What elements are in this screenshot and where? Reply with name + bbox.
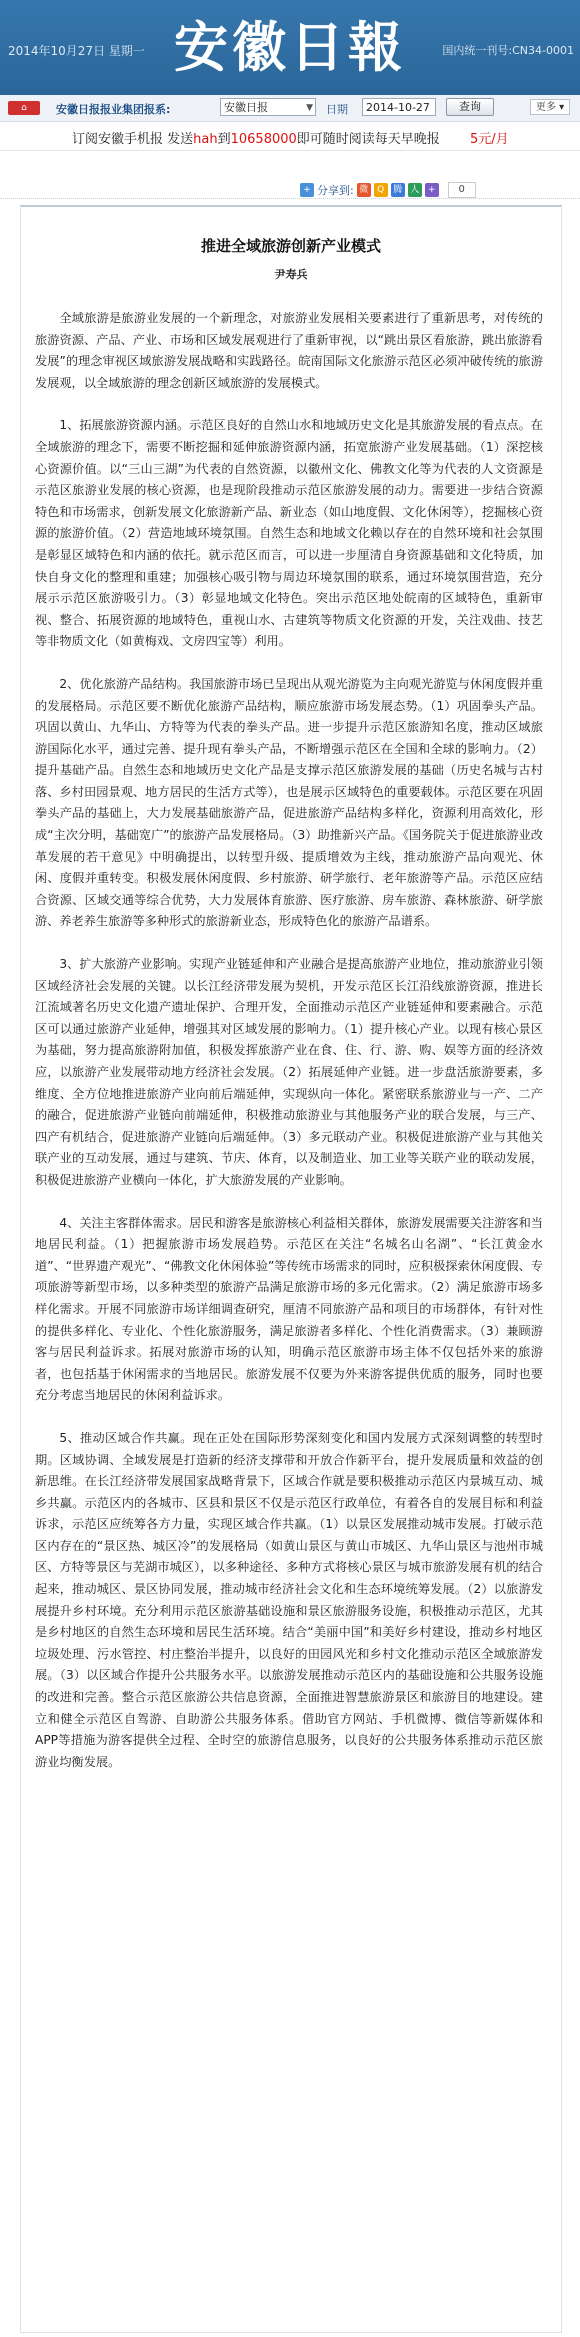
newspaper-logo[interactable]: 安徽日報 bbox=[174, 15, 406, 79]
subscribe-text-c: 即可随时阅读每天早晚报 bbox=[296, 132, 440, 147]
article-paragraph: 全域旅游是旅游业发展的一个新理念，对旅游业发展相关要素进行了重新思考，对传统的旅游资源、产品、产业、市场和区域发展观进行了重新审视，以“跳出景区看旅游，跳出旅游看发展”的理念审视区域旅游发展战略和实践路径。皖南国际文化旅游示范区必须冲破传统的旅游发展观，以全域旅游的理念创新区域旅游的发展模式。 bbox=[35, 311, 543, 390]
more-button[interactable]: 更多 ▾ bbox=[530, 99, 570, 115]
paper-select-value: 安徽日报 bbox=[224, 101, 268, 114]
home-icon[interactable]: ⌂ bbox=[8, 101, 40, 115]
subscribe-banner[interactable] bbox=[0, 122, 580, 151]
subscribe-text bbox=[72, 128, 440, 147]
masthead bbox=[0, 0, 580, 95]
renren-icon[interactable]: 人 bbox=[408, 183, 422, 197]
tencent-weibo-icon[interactable]: 腾 bbox=[391, 183, 405, 197]
paper-select[interactable] bbox=[220, 98, 316, 116]
more-label: 更多 bbox=[535, 102, 556, 113]
subscribe-number: 10658000 bbox=[230, 132, 297, 147]
chevron-down-icon: ▼ bbox=[306, 103, 313, 113]
subscribe-text-b: 到 bbox=[217, 132, 231, 147]
article-title: 推进全域旅游创新产业模式 bbox=[200, 237, 381, 255]
weibo-icon[interactable]: 微 bbox=[357, 183, 371, 197]
article-paragraph: 3、扩大旅游产业影响。实现产业链延伸和产业融合是提高旅游产业地位，推动旅游业引领区域经济社会发展的关键。以长江经济带发展为契机，开发示范区长江沿线旅游资源，推进长江流域著名历史文化遗产遗址保护、合理开发，全面推动示范区产业链延伸和要素融合。示范区可以通过旅游产业延伸，增强其对区域发展的影响力。（1）提升核心产业。以现有核心景区为基础，努力提高旅游附加值，积极发挥旅游产业在食、住、行、游、购、娱等方面的经济效应，以旅游产业发展带动地方经济社会发展。（2）拓展延伸产业链。进一步盘活旅游要素，多维度、全方位地推进旅游产业向前后端延伸，实现纵向一体化。紧密联系旅游业与一产、二产的融合，促进旅游产业链向前端延伸，积极推动旅游业与其他服务产业的联合发展，与三产、四产有机结合，促进旅游产业链向后端延伸。（3）多元联动产业。积极促进旅游产业与其他关联产业的互动发展，通过与建筑、节庆、体育，以及制造业、加工业等关联产业的联动发展，积极促进旅游产业横向一体化，扩大旅游发展的产业影响。 bbox=[35, 957, 543, 1187]
masthead-cn-number: 国内统一刊号:CN34-0001 bbox=[442, 44, 574, 57]
divider bbox=[0, 198, 580, 200]
more-share-icon[interactable]: + bbox=[425, 183, 439, 197]
share-bar bbox=[300, 180, 476, 200]
date-label: 日期 bbox=[326, 103, 348, 116]
article-paragraph: 5、推动区域合作共赢。现在正处在国际形势深刻变化和国内发展方式深刻调整的转型时期。区域协调、全域发展是打造新的经济支撑带和开放合作新平台，提升发展质量和效益的创新思维。在长江经济带发展国家战略背景下，区域合作就是要积极推动示范区内景城互动、城乡共赢。示范区内的各城市、区县和景区不仅是示范区行政单位，有着各自的发展目标和利益诉求，示范区应统筹各方力量，实现区域合作共赢。（1）以景区发展推动城市发展。打破示范区内存在的“景区热、城区冷”的发展格局（如黄山景区与黄山市城区、九华山景区与池州市城区、方特等景区与芜湖市城区），以多种途径、多种方式将核心景区与城市旅游发展有机的结合起来，推动城区、景区协同发展，推动城市经济社会文化和生态环境统筹发展。（2）以旅游发展提升乡村环境。充分利用示范区旅游基础设施和景区旅游服务设施，积极推动示范区，尤其是乡村地区的自然生态环境和居民生活环境。结合“美丽中国”和美好乡村建设，推动乡村地区垃圾处理、污水管控、村庄整治半提升，以良好的田园风光和乡村文化推动示范区全域旅游发展。（3）以区域合作提升公共服务水平。以旅游发展推动示范区内的基础设施和公共服务设施的改进和完善。整合示范区旅游公共信息资源，全面推进智慧旅游景区和旅游目的地建设。建立和健全示范区自驾游、自助游公共服务体系。借助官方网站、手机微博、微信等新媒体和APP等措施为游客提供全过程、全时空的旅游信息服务，以良好的公共服务体系推动示范区旅游业均衡发展。 bbox=[35, 1430, 543, 1769]
article-body bbox=[21, 282, 561, 1773]
subscribe-price: 5元/月 bbox=[470, 132, 509, 147]
article-paragraph: 4、关注主客群体需求。居民和游客是旅游核心利益相关群体，旅游发展需要关注游客和当地居民利益。（1）把握旅游市场发展趋势。示范区在关注“名城名山名湖”、“长江黄金水道”、“世界遗产观光”、“佛教文化休闲体验”等传统市场需求的同时，应积极探索休闲度假、专项旅游等新型市场，以多种类型的旅游产品满足旅游市场的多元化需求。（2）满足旅游市场多样化需求。开展不同旅游市场详细调查研究，厘清不同旅游产品和项目的市场群体，有针对性的提供多样化、专业化、个性化旅游服务，满足旅游者多样化、个性化消费需求。（3）兼顾游客与居民利益诉求。拓展对旅游市场的认知，明确示范区旅游市场主体不仅包括外来的旅游者，也包括基于休闲需求的当地居民。旅游发展不仅要为外来游客提供优质的服务，同时也要充分考虑当地居民的休闲利益诉求。 bbox=[35, 1215, 543, 1403]
toolbar bbox=[0, 95, 580, 122]
article bbox=[20, 205, 562, 2333]
article-paragraph: 1、拓展旅游资源内涵。示范区良好的自然山水和地域历史文化是其旅游发展的看点点。在全域旅游的理念下，需要不断挖掘和延伸旅游资源内涵，拓宽旅游产业发展基础。（1）深挖核心资源价值。以“三山三湖”为代表的自然资源，以徽州文化、佛教文化等为代表的人文资源是示范区旅游业发展的核心资源，也是现阶段推动示范区旅游发展的动力。需要进一步结合资源特色和市场需求，创新发展文化旅游新产品、新业态（如山地度假、文化休闲等），挖掘核心资源的旅游价值。（2）营造地域环境氛围。自然生态和地域文化赖以存在的自然环境和社会氛围是彰显区域特色和内涵的依托。就示范区而言，可以进一步厘清自身资源基础和文化特质，加快自身文化的整理和重建；加强核心吸引物与周边环境氛围的联系，通过环境氛围营造，充分展示示范区旅游吸引力。（3）彰显地域文化特色。突出示范区地处皖南的区域特色，重新审视、整合、拓展资源的地域特色，重视山水、古建筑等物质文化资源的开发，关注戏曲、技艺等非物质文化（如黄梅戏、文房四宝等）利用。 bbox=[35, 418, 543, 649]
subscribe-code: hah bbox=[193, 132, 218, 147]
qzone-icon[interactable]: Q bbox=[374, 183, 388, 197]
share-label: 分享到: bbox=[317, 184, 354, 197]
share-icon: + bbox=[300, 183, 314, 197]
share-count: 0 bbox=[448, 182, 476, 198]
date-input[interactable]: 2014-10-27 bbox=[362, 98, 436, 116]
query-button[interactable]: 查询 bbox=[446, 98, 494, 116]
article-author: 尹寿兵 bbox=[274, 268, 308, 281]
subscribe-text-a: 订阅安徽手机报 发送 bbox=[72, 132, 194, 147]
masthead-date: 2014年10月27日 星期一 bbox=[8, 44, 145, 58]
article-paragraph: 2、优化旅游产品结构。我国旅游市场已呈现出从观光游览为主向观光游览与休闲度假并重的发展格局。示范区要不断优化旅游产品结构，顺应旅游市场发展态势。（1）巩固拳头产品。巩固以黄山、九华山、方特等为代表的拳头产品。进一步提升示范区旅游知名度，推动区域旅游国际化水平，通过完善、提升现有拳头产品，不断增强示范区在全国和全球的影响力。（2）提升基础产品。自然生态和地域历史文化产品是支撑示范区旅游发展的基础（历史名城与古村落、乡村田园景观、地方居民的生活方式等），也是展示区域特色的重要载体。示范区要在巩固拳头产品的基础上，大力发展基础旅游产品，促进旅游产品结构多样化，资源利用高效化，形成“主次分明，基础宽广”的旅游产品发展格局。（3）助推新兴产品。《国务院关于促进旅游业改革发展的若干意见》中明确提出，以转型升级、提质增效为主线，推动旅游产品向观光、休闲、度假并重转变。积极发展休闲度假、乡村旅游、研学旅行、老年旅游等产品。示范区应结合资源、区域交通等综合优势，大力发展体育旅游、医疗旅游、房车旅游、森林旅游、研学旅游、养老养生旅游等多种形式的旅游新业态，形成特色化的旅游产品谱系。 bbox=[35, 676, 543, 929]
site-label: 安徽日报报业集团报系: bbox=[56, 103, 171, 116]
